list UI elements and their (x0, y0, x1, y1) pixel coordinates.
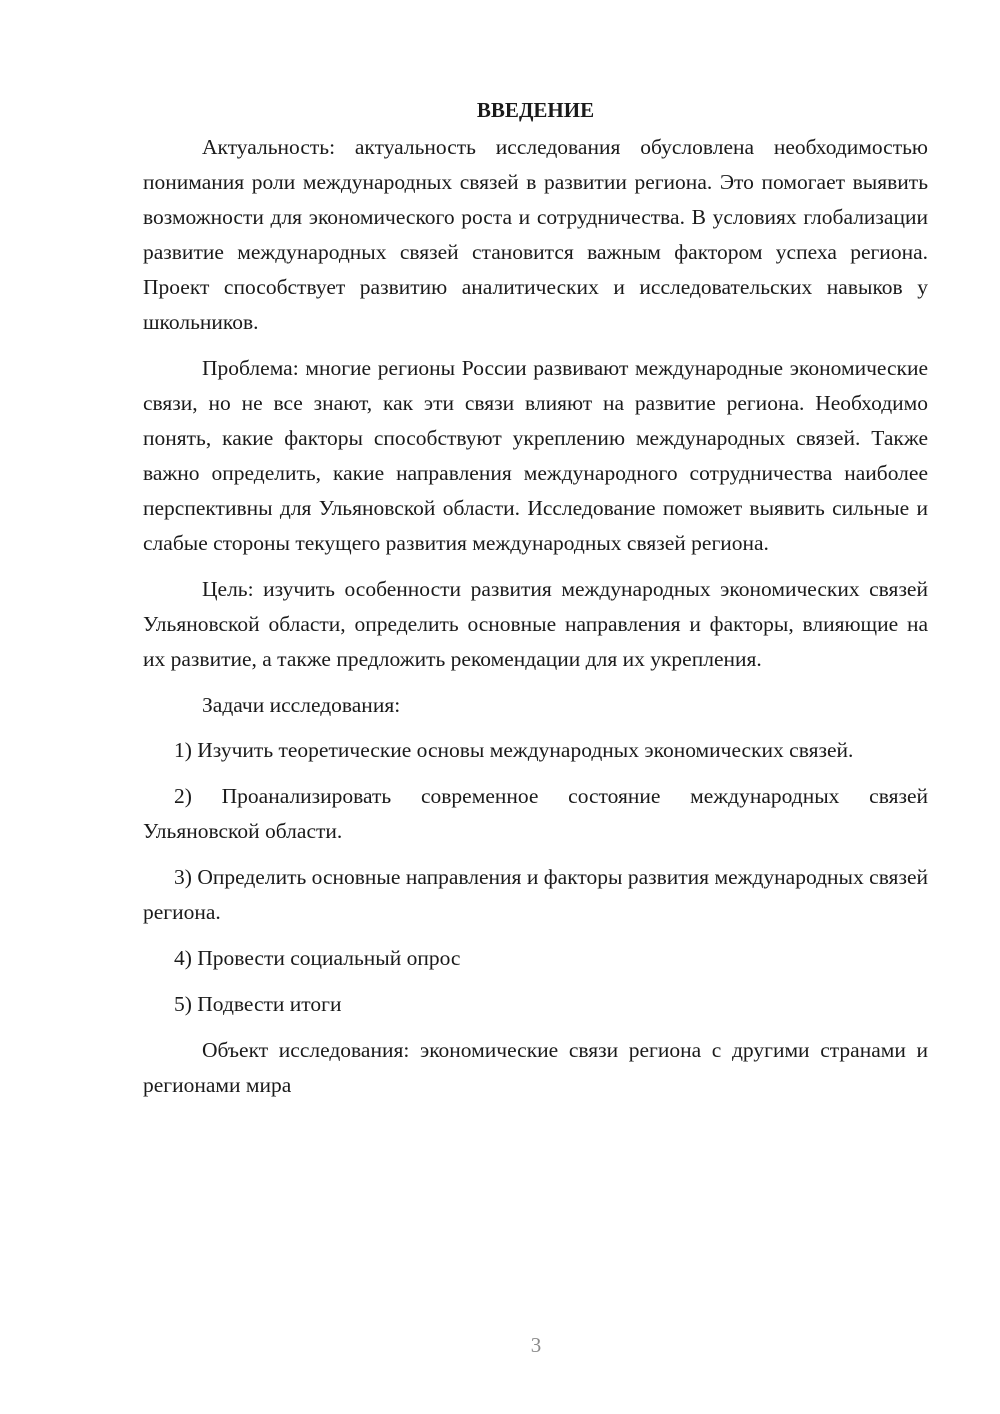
goal-paragraph: Цель: изучить особенности развития международных экономических связей Ульяновской области, определить основные направления и факторы, влияющие на их развитие, а также предложить рекомендации для их укрепления. (143, 577, 928, 671)
task-item-4: 4) Провести социальный опрос (174, 946, 461, 970)
document-page (143, 92, 928, 1114)
relevance-paragraph: Актуальность: актуальность исследования обусловлена необходимостью понимания роли международных связей в развитии региона. Это помогает выявить возможности для экономического роста и сотрудничества. В условиях глобализации развитие международных связей становится важным фактором успеха региона. Проект способствует развитию аналитических и исследовательских навыков у школьников. (143, 135, 928, 334)
problem-paragraph: Проблема: многие регионы России развивают международные экономические связи, но не все знают, как эти связи влияют на развитие региона. Необходимо понять, какие факторы способствуют укреплению международных связей. Также важно определить, какие направления международного сотрудничества наиболее перспективны для Ульяновской области. Исследование поможет выявить сильные и слабые стороны текущего развития международных связей региона. (143, 356, 928, 555)
page-number: 3 (530, 1333, 542, 1357)
task-item-3: 3) Определить основные направления и факторы развития международных связей региона. (143, 865, 928, 924)
tasks-heading: Задачи исследования: (202, 693, 401, 717)
task-item-5: 5) Подвести итоги (174, 992, 342, 1016)
task-item-2: 2) Проанализировать современное состояние международных связей Ульяновской области. (143, 784, 928, 843)
section-title: ВВЕДЕНИЕ (476, 98, 595, 122)
object-paragraph: Объект исследования: экономические связи региона с другими странами и регионами мира (143, 1038, 928, 1097)
task-item-1: 1) Изучить теоретические основы международных экономических связей. (174, 738, 854, 762)
